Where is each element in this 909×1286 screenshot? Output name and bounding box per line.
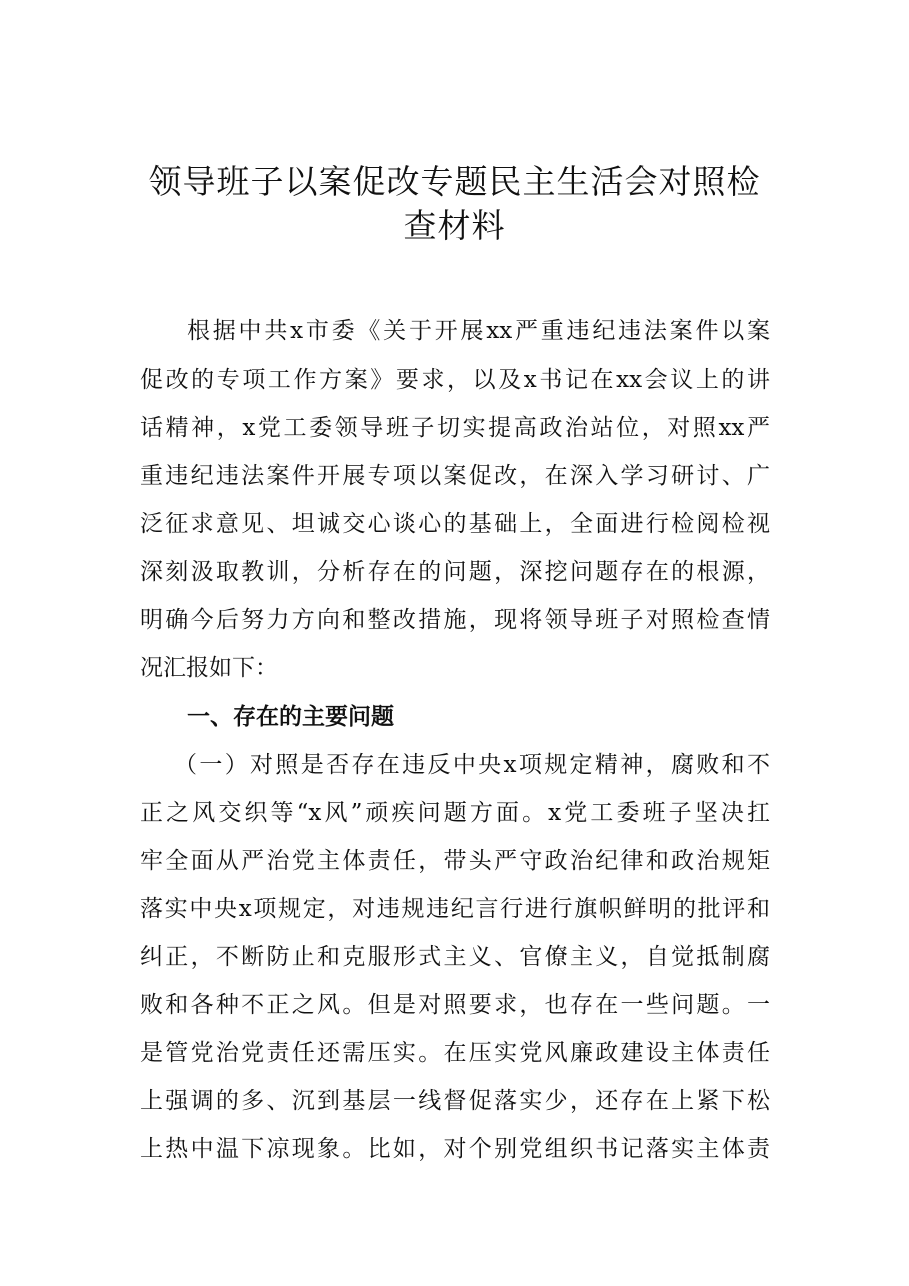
section-line: 落实中央x项规定，对违规违纪言行进行旗帜鲜明的批评和 [140, 896, 770, 922]
intro-line: 泛征求意见、坦诚交心谈心的基础上，全面进行检阅检视 [140, 511, 770, 537]
intro-line: 重违纪违法案件开展专项以案促改，在深入学习研讨、广 [140, 463, 770, 489]
section-line: 纠正，不断防止和克服形式主义、官僚主义，自觉抵制腐 [140, 944, 770, 970]
section-line: （一）对照是否存在违反中央x项规定精神，腐败和不 [174, 752, 770, 778]
intro-line: 促改的专项工作方案》要求，以及x书记在xx会议上的讲 [140, 367, 770, 393]
intro-line: 根据中共x市委《关于开展xx严重违纪违法案件以案 [187, 318, 770, 344]
section-heading: 一、存在的主要问题 [187, 704, 394, 730]
section-line: 败和各种不正之风。但是对照要求，也存在一些问题。一 [140, 992, 770, 1018]
section-line: 上热中温下凉现象。比如，对个别党组织书记落实主体责 [140, 1136, 770, 1162]
document-title [100, 160, 809, 248]
intro-line: 深刻汲取教训，分析存在的问题，深挖问题存在的根源， [140, 559, 770, 585]
title-line: 领导班子以案促改专题民主生活会对照检 [148, 162, 761, 201]
intro-line: 话精神，x党工委领导班子切实提高政治站位，对照xx严 [140, 415, 770, 441]
title-line: 查材料 [403, 206, 506, 245]
section-line: 正之风交织等“x风”顽疾问题方面。x党工委班子坚决扛 [140, 800, 770, 826]
section-line: 是管党治党责任还需压实。在压实党风廉政建设主体责任 [140, 1040, 770, 1066]
intro-line: 明确今后努力方向和整改措施，现将领导班子对照检查情 [140, 607, 770, 633]
section-line: 牢全面从严治党主体责任，带头严守政治纪律和政治规矩 [140, 848, 770, 874]
section-line: 上强调的多、沉到基层一线督促落实少，还存在上紧下松 [140, 1088, 770, 1114]
intro-line: 况汇报如下： [140, 655, 278, 681]
